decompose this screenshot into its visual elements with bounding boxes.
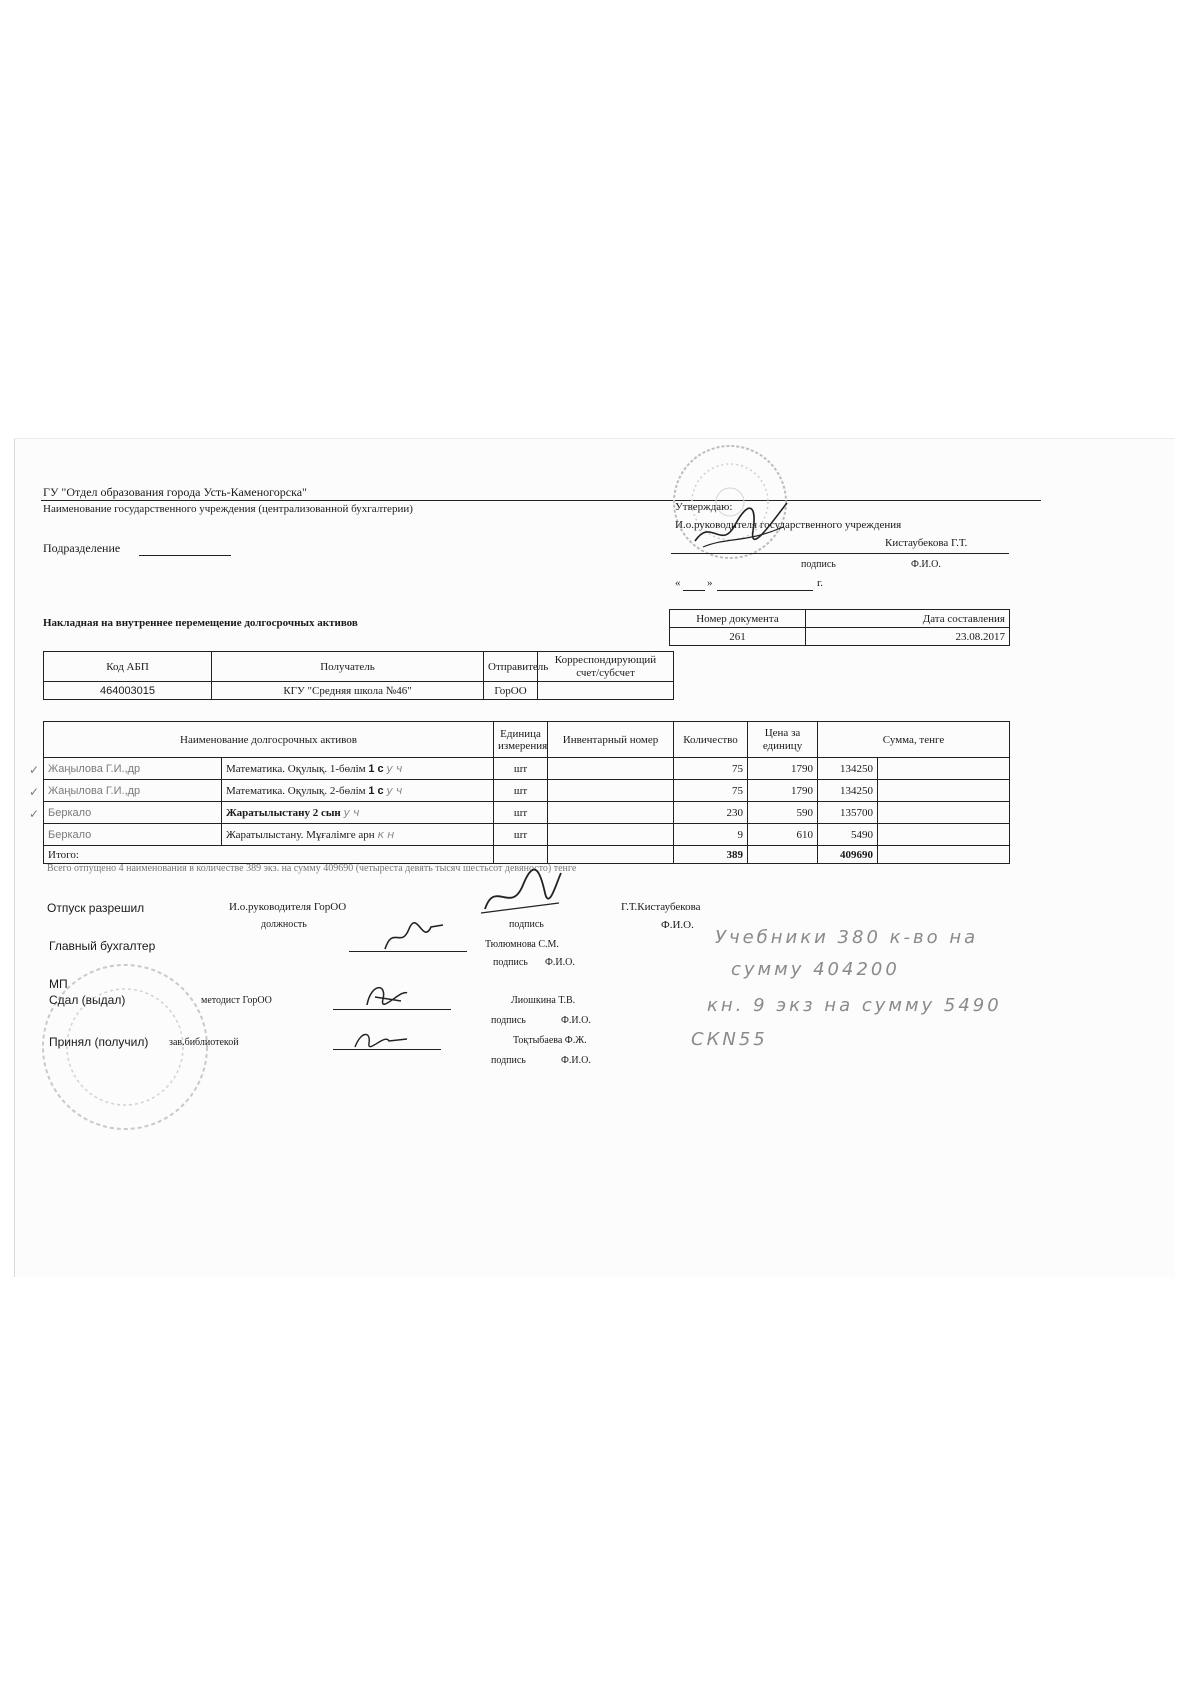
mp-label: МП (49, 977, 68, 991)
corr-account (538, 682, 674, 700)
asset-unit: шт (494, 780, 548, 802)
asset-unit: шт (494, 824, 548, 846)
total-qty: 389 (674, 846, 748, 864)
total-empty-inv (548, 846, 674, 864)
org-name: ГУ "Отдел образования города Усть-Каменогорска" (43, 485, 307, 499)
asset-grade: 1 с (368, 785, 384, 797)
asset-inventory (548, 824, 674, 846)
release-name: Г.Т.Кистаубекова (621, 901, 701, 913)
doc-date: 23.08.2017 (806, 628, 1010, 646)
check-mark-icon: ✓ (29, 807, 40, 821)
header-quantity: Количество (674, 722, 748, 758)
asset-qty: 75 (674, 780, 748, 802)
handed-signature-icon (361, 979, 413, 1011)
asset-sum: 135700 (818, 802, 878, 824)
release-signature-icon (475, 869, 565, 921)
chief-sig-caption: подпись (493, 957, 528, 968)
asset-note: уч (386, 784, 406, 797)
total-sum: 409690 (818, 846, 878, 864)
abp-code: 464003015 (44, 682, 212, 700)
handed-sig-caption: подпись (491, 1015, 526, 1026)
header-rule (41, 500, 1041, 501)
header-sum: Сумма, тенге (818, 722, 1010, 758)
table-row (44, 758, 1010, 780)
asset-author: Беркало (44, 824, 222, 846)
approval-signature-icon (687, 497, 793, 557)
org-caption: Наименование государственного учреждения (централизованной бухгалтерии) (43, 503, 413, 515)
asset-name: Жаратылыстану. Мұғалімге арн (226, 829, 375, 841)
header-abp-code: Код АБП (44, 652, 212, 682)
asset-qty: 9 (674, 824, 748, 846)
asset-unit: шт (494, 758, 548, 780)
summary-text: Всего отпущено 4 наименования в количестве 389 экз. на сумму 409690 (четыреста девять тысяч шестьсот девяносто) тенге (47, 863, 577, 874)
asset-price: 1790 (748, 758, 818, 780)
asset-author: Жаңылова Г.И.,др (44, 780, 222, 802)
asset-qty: 75 (674, 758, 748, 780)
check-mark-icon: ✓ (29, 785, 40, 799)
table-row (44, 824, 1010, 846)
asset-inventory (548, 802, 674, 824)
asset-grade: 1 с (368, 763, 384, 775)
header-sender: Отправитель (484, 652, 538, 682)
approval-position: И.о.руководителя государственного учреждения (675, 519, 902, 531)
asset-name-cell (222, 824, 494, 846)
approval-fio-caption: Ф.И.О. (911, 559, 941, 570)
asset-author: Жаңылова Г.И.,др (44, 758, 222, 780)
subdivision-blank (139, 555, 231, 556)
doc-number: 261 (670, 628, 806, 646)
asset-price: 1790 (748, 780, 818, 802)
assets-table (43, 721, 1010, 864)
sender-name: ГорОО (484, 682, 538, 700)
table-row (44, 780, 1010, 802)
handed-name: Лиошкина Т.В. (511, 995, 576, 1006)
chief-label: Главный бухгалтер (49, 939, 156, 953)
chief-signature-icon (379, 919, 449, 955)
received-sig-caption: подпись (491, 1055, 526, 1066)
document-title: Накладная на внутреннее перемещение долгосрочных активов (43, 617, 358, 629)
recipient-name: КГУ "Средняя школа №46" (212, 682, 484, 700)
asset-empty-cell (878, 758, 1010, 780)
release-position-caption: должность (261, 919, 307, 930)
received-fio-caption: Ф.И.О. (561, 1055, 591, 1066)
header-asset-name: Наименование долгосрочных активов (44, 722, 494, 758)
asset-name-cell (222, 780, 494, 802)
doc-date-label: Дата составления (806, 610, 1010, 628)
handwritten-note-3: кн. 9 экз на сумму 5490 (707, 995, 1002, 1016)
total-label: Итого: (44, 846, 494, 864)
asset-qty: 230 (674, 802, 748, 824)
asset-note: уч (386, 762, 406, 775)
asset-author: Беркало (44, 802, 222, 824)
subdivision-label: Подразделение (43, 541, 121, 555)
asset-inventory (548, 780, 674, 802)
received-signature-icon (351, 1027, 411, 1051)
handed-label: Сдал (выдал) (49, 993, 126, 1007)
handed-fio-caption: Ф.И.О. (561, 1015, 591, 1026)
release-position: И.о.руководителя ГорОО (229, 901, 347, 913)
total-empty-unit (494, 846, 548, 864)
doc-number-table (669, 609, 1010, 646)
approval-day-blank (683, 590, 705, 591)
asset-sum: 134250 (818, 780, 878, 802)
approval-date-open: « (675, 577, 681, 589)
document-sheet (14, 438, 1175, 1277)
release-sig-caption: подпись (509, 919, 544, 930)
approval-name: Кистаубекова Г.Т. (885, 537, 968, 549)
release-label: Отпуск разрешил (47, 901, 145, 915)
handwritten-note-1: Учебники 380 к-во на (715, 927, 979, 948)
approve-label: Утверждаю: (675, 501, 733, 513)
check-mark-icon: ✓ (29, 763, 40, 777)
asset-name: Математика. Оқулық. 2-бөлім (226, 785, 366, 797)
asset-note: кн (377, 828, 398, 841)
asset-name-cell (222, 802, 494, 824)
approval-date-mid: » (707, 577, 713, 589)
header-price: Цена за единицу (748, 722, 818, 758)
asset-name: Математика. Оқулық. 1-бөлім (226, 763, 366, 775)
asset-inventory (548, 758, 674, 780)
handwritten-note-4: СКN55 (691, 1029, 768, 1050)
table-total-row (44, 846, 1010, 864)
asset-sum: 5490 (818, 824, 878, 846)
header-recipient: Получатель (212, 652, 484, 682)
approval-date-year: г. (817, 577, 824, 589)
doc-number-label: Номер документа (670, 610, 806, 628)
chief-name: Тюлюмнова С.М. (485, 939, 559, 950)
approval-sig-caption: подпись (801, 559, 836, 570)
total-empty-cell (878, 846, 1010, 864)
table-row (44, 802, 1010, 824)
asset-price: 590 (748, 802, 818, 824)
asset-empty-cell (878, 824, 1010, 846)
total-empty-price (748, 846, 818, 864)
recipient-table (43, 651, 674, 700)
chief-fio-caption: Ф.И.О. (545, 957, 575, 968)
header-unit: Единица измерения (494, 722, 548, 758)
asset-name-cell (222, 758, 494, 780)
asset-sum: 134250 (818, 758, 878, 780)
asset-empty-cell (878, 802, 1010, 824)
asset-price: 610 (748, 824, 818, 846)
asset-empty-cell (878, 780, 1010, 802)
asset-unit: шт (494, 802, 548, 824)
asset-note: уч (343, 806, 363, 819)
header-inventory: Инвентарный номер (548, 722, 674, 758)
handed-position: методист ГорОО (201, 995, 272, 1006)
received-name: Тоқтыбаева Ф.Ж. (513, 1035, 587, 1046)
handwritten-note-2: сумму 404200 (731, 959, 900, 980)
received-label: Принял (получил) (49, 1035, 149, 1049)
received-position: зав.библиотекой (169, 1037, 239, 1048)
asset-name: Жаратылыстану 2 сын (226, 807, 341, 819)
header-corr-account: Корреспондирующий счет/субсчет (538, 652, 674, 682)
approval-month-blank (717, 590, 813, 591)
release-fio-caption: Ф.И.О. (661, 919, 694, 931)
